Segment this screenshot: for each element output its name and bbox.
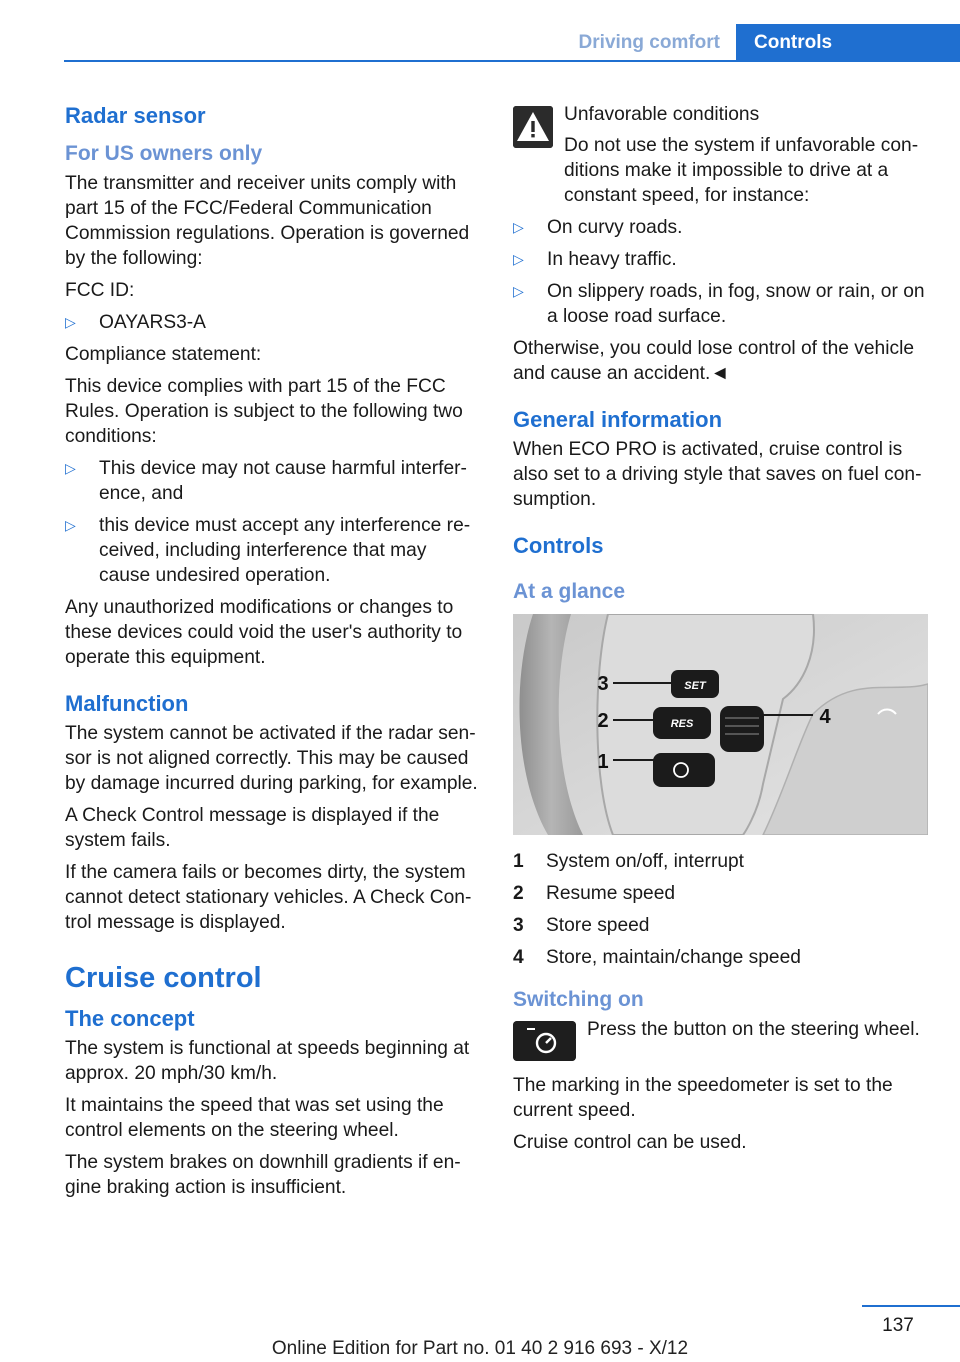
bullet-icon: ▷ xyxy=(65,517,76,533)
callout-3: 3 xyxy=(597,673,609,695)
compliance-label: Compliance statement: xyxy=(65,344,262,365)
list-item: ▷ this device must accept any interference re‐ceived, including interference that may cause undesired operation. xyxy=(65,515,471,586)
header-rule xyxy=(64,60,960,62)
legend-item: 4 Store, maintain/change speed xyxy=(513,947,801,968)
legend-item: 2 Resume speed xyxy=(513,883,676,904)
malfunction-p2: A Check Control message is displayed if the system fails. xyxy=(65,805,440,851)
unauthorized-paragraph: Any unauthorized modifications or changes to these devices could void the user's authority to operate this equipment. xyxy=(65,597,463,668)
warning-list xyxy=(513,215,930,329)
warning-end: Otherwise, you could lose control of the vehicle and cause an accident.◄ xyxy=(513,338,915,384)
cruise-onoff-button xyxy=(653,753,715,787)
footer-rule xyxy=(862,1305,960,1307)
malfunction-p3: If the camera fails or becomes dirty, the system cannot detect stationary vehicles. A Check Con‐trol message is displayed. xyxy=(65,862,472,933)
callout-2: 2 xyxy=(597,710,609,732)
legend-item: 3 Store speed xyxy=(513,915,650,936)
bullet-icon: ▷ xyxy=(513,251,524,267)
fcc-id-label: FCC ID: xyxy=(65,280,135,301)
bullet-icon: ▷ xyxy=(513,219,524,235)
res-label: RES xyxy=(670,718,694,730)
switching-on-row xyxy=(513,1017,930,1065)
steering-wheel-illustration xyxy=(513,614,928,835)
switching-on-p2: The marking in the speedometer is set to the current speed. xyxy=(513,1075,893,1121)
legend-item: 1 System on/off, interrupt xyxy=(513,851,745,872)
list-item: ▷ On curvy roads. xyxy=(513,217,683,238)
list-item: ▷ On slippery roads, in fog, snow or rain, or on a loose road surface. xyxy=(513,281,925,327)
callout-4: 4 xyxy=(819,706,831,728)
bullet-icon: ▷ xyxy=(65,314,76,330)
warning-title: Unfavorable conditions xyxy=(564,104,760,125)
bullet-icon: ▷ xyxy=(513,283,524,299)
steering-wheel-figure xyxy=(513,614,928,835)
malfunction-title: Malfunction xyxy=(65,691,189,716)
switching-on-p3: Cruise control can be used. xyxy=(513,1132,747,1153)
us-owners-title: For US owners only xyxy=(65,142,263,165)
concept-p2: It maintains the speed that was set using the control elements on the steering wheel. xyxy=(65,1095,444,1141)
general-info-title: General information xyxy=(513,407,723,432)
callout-1: 1 xyxy=(597,751,609,773)
switching-on-text: Press the button on the steering wheel. xyxy=(587,1019,920,1040)
radar-sensor-title: Radar sensor xyxy=(65,103,206,128)
legend-list xyxy=(513,849,930,970)
at-a-glance-title: At a glance xyxy=(513,580,626,603)
fcc-id-list xyxy=(65,310,481,335)
set-label: SET xyxy=(684,680,706,692)
list-item: ▷ This device may not cause harmful interfer‐ence, and xyxy=(65,458,467,504)
malfunction-p1: The system cannot be activated if the radar sen‐sor is not aligned correctly. This may be caused by damage incurred during parking, for example. xyxy=(65,723,478,794)
list-item: ▷ OAYARS3-A xyxy=(65,312,206,333)
concept-p3: The system brakes on downhill gradients if en‐gine braking action is insufficient. xyxy=(65,1152,461,1198)
header-tab: Controls xyxy=(736,24,960,62)
warning-block xyxy=(513,102,930,208)
page-number: 137 xyxy=(882,1315,914,1336)
footer-edition: Online Edition for Part no. 01 40 2 916 693 - X/12 xyxy=(271,1338,689,1359)
cruise-control-title: Cruise control xyxy=(65,962,262,994)
warning-text-head: Do not use the system if unfavorable con‐ditions make it impossible to drive at a constant speed, for instance: xyxy=(564,135,919,206)
header-section: Driving comfort xyxy=(578,32,720,53)
switching-on-title: Switching on xyxy=(513,988,644,1011)
general-info-text: When ECO PRO is activated, cruise control is also set to a driving style that saves on fuel con‐sumption. xyxy=(513,439,922,510)
left-column xyxy=(65,102,481,1207)
rocker-switch xyxy=(720,706,764,752)
cruise-button-icon xyxy=(513,1021,576,1061)
compliance-text: This device complies with part 15 of the FCC Rules. Operation is subject to the following two conditions: xyxy=(65,376,463,447)
bullet-icon: ▷ xyxy=(65,460,76,476)
fcc-paragraph: The transmitter and receiver units comply with part 15 of the FCC/Federal Communication Commission regulations. Operation is governed by the following: xyxy=(65,173,470,269)
concept-title: The concept xyxy=(65,1006,195,1031)
conditions-list xyxy=(65,456,481,588)
concept-p1: The system is functional at speeds beginning at approx. 20 mph/30 km/h. xyxy=(65,1038,470,1084)
list-item: ▷ In heavy traffic. xyxy=(513,249,677,270)
controls-title: Controls xyxy=(513,533,604,558)
right-column xyxy=(513,102,930,1162)
warning-icon xyxy=(513,106,553,148)
